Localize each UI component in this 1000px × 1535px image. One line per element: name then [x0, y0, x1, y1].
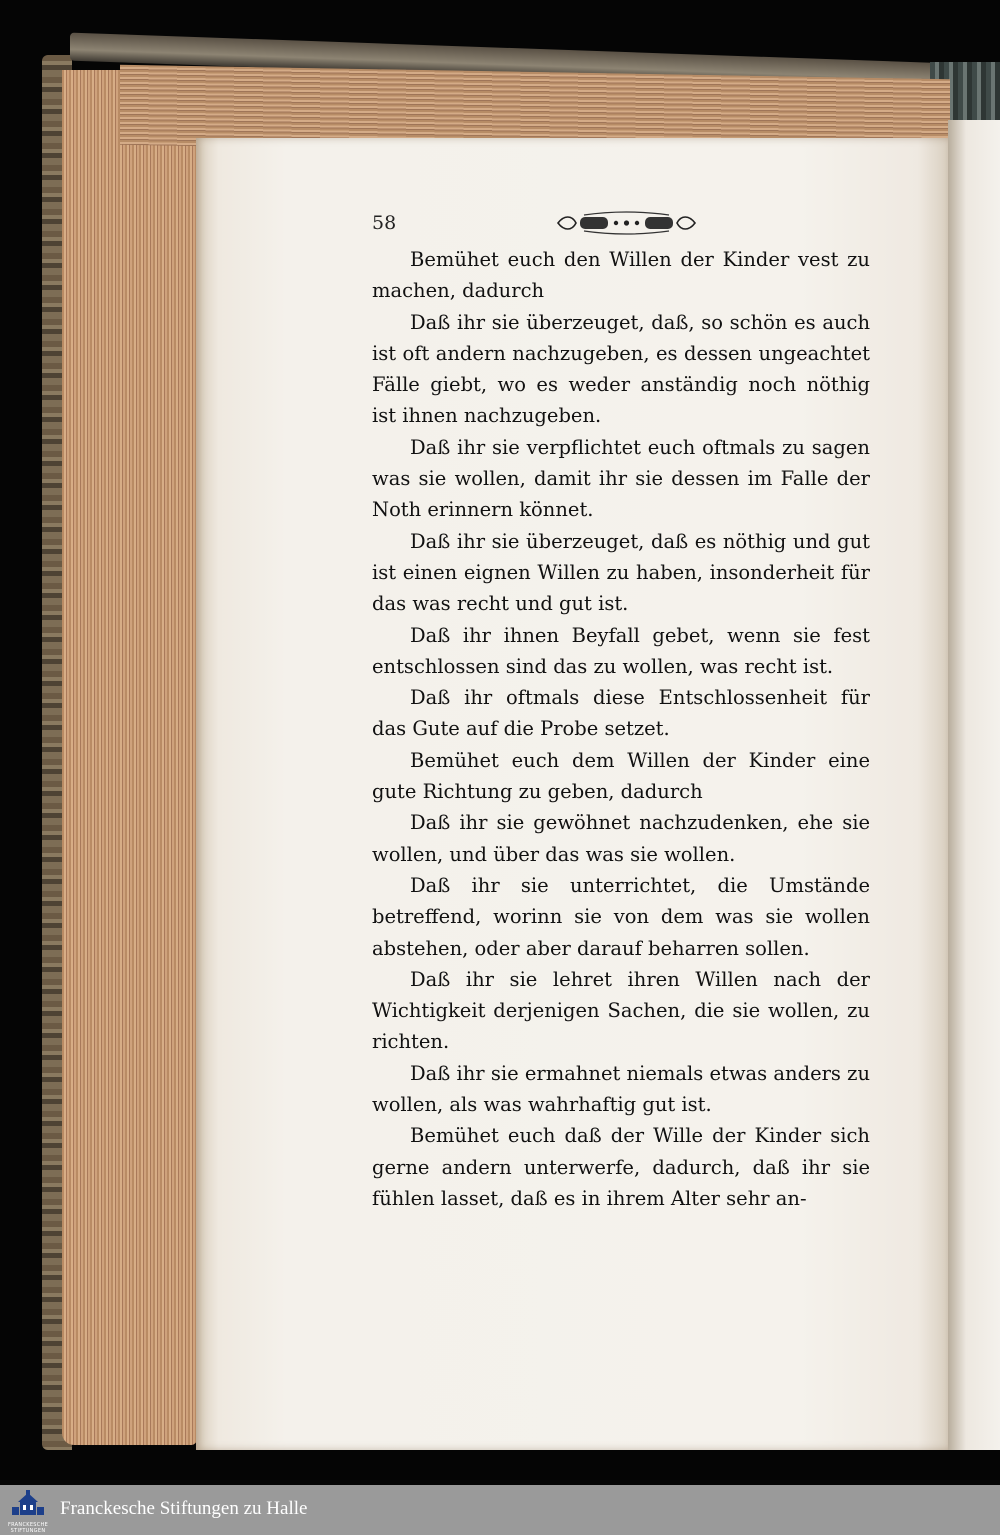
- paragraph: Daß ihr sie lehret ihren Willen nach der Wichtigkeit derjenigen Sachen, die sie wollen, zu richten.: [372, 967, 870, 1054]
- paragraph: Daß ihr oftmals diese Entschlossenheit für das Gute auf die Probe setzet.: [372, 686, 870, 741]
- page-number: 58: [372, 212, 397, 234]
- paragraph: Bemühet euch dem Willen der Kinder eine gute Richtung zu geben, dadurch: [372, 748, 870, 804]
- facing-page: [948, 120, 1000, 1450]
- paragraph: Daß ihr sie verpflichtet euch oftmals zu sagen was sie wollen, damit ihr sie dessen im Falle der Noth erinnern könnet.: [372, 435, 870, 522]
- paragraph: Daß ihr sie überzeuget, daß es nöthig und gut ist einen eignen Willen zu haben, insonderheit für das was recht und gut ist.: [372, 529, 870, 616]
- paragraph: Daß ihr sie unterrichtet, die Umstände betreffend, worinn sie von dem was sie wollen abstehen, oder aber darauf beharren sollen.: [372, 873, 870, 960]
- logo-text-line2: STIFTUNGEN: [10, 1528, 46, 1534]
- paragraph: Bemühet euch daß der Wille der Kinder sich gerne andern unterwerfe, dadurch, daß ihr sie fühlen lasset, daß es in ihrem Alter sehr an-: [372, 1124, 870, 1210]
- paragraph: Daß ihr sie ermahnet niemals etwas anders zu wollen, als was wahrhaftig gut ist.: [372, 1061, 870, 1117]
- paragraph: Daß ihr sie gewöhnet nachzudenken, ehe sie wollen, und über das was sie wollen.: [372, 811, 870, 866]
- paragraph: Bemühet euch den Willen der Kinder vest zu machen, dadurch: [372, 248, 870, 303]
- paragraph-list: [372, 244, 870, 1214]
- ornament-divider-icon: [554, 211, 699, 235]
- page-edges: [62, 70, 197, 1445]
- page-text-block: [372, 208, 870, 1214]
- paragraph: Daß ihr ihnen Beyfall gebet, wenn sie fest entschlossen sind das zu wollen, was recht ist.: [372, 623, 870, 678]
- logo-text-line1: FRANCKESCHE: [7, 1522, 49, 1528]
- page-header: [372, 208, 870, 238]
- footer-bar: [0, 1485, 1000, 1535]
- footer-label: Franckesche Stiftungen zu Halle: [60, 1498, 308, 1519]
- paragraph: Daß ihr sie überzeuget, daß, so schön es auch ist oft andern nachzugeben, es dessen ungeachtet Fälle giebt, wo es weder anständig noch nöthig ist ihnen nachzugeben.: [372, 310, 870, 428]
- franckesche-stiftungen-logo-icon: [6, 1489, 50, 1534]
